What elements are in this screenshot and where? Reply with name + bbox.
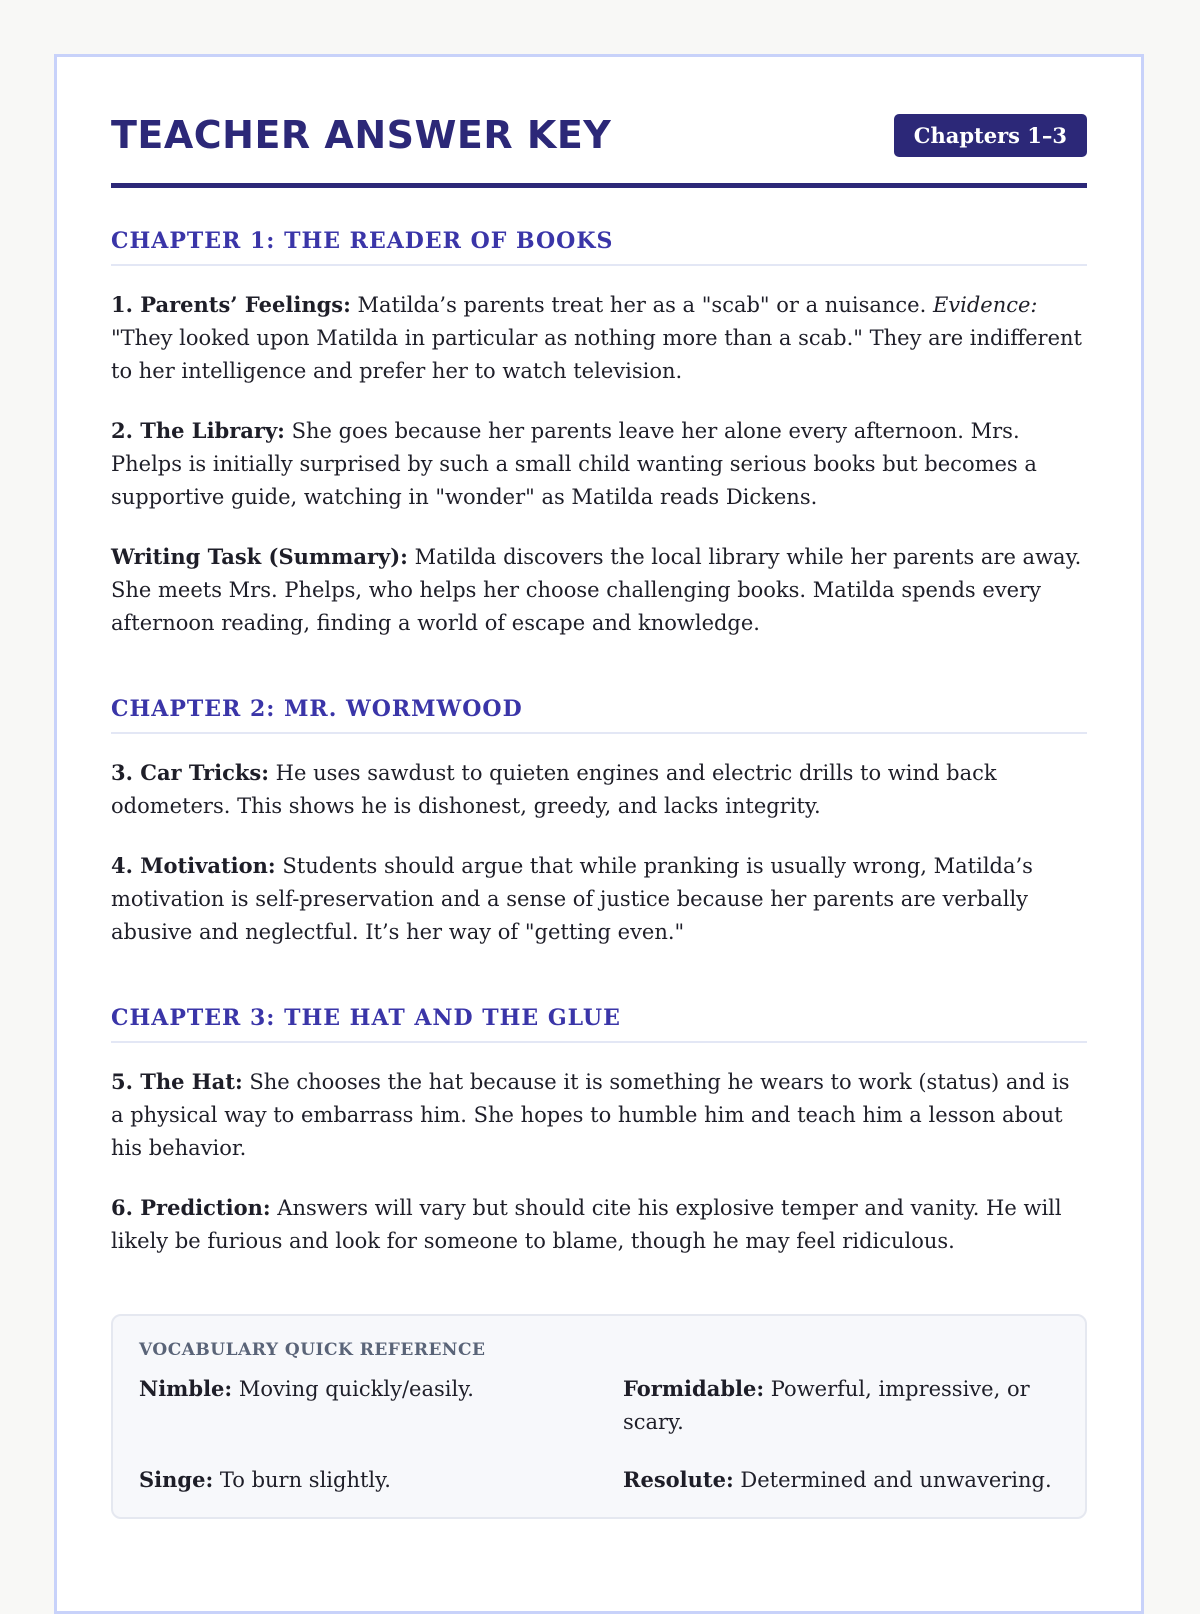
evidence-label: Evidence: xyxy=(932,293,1038,317)
answer-text: She goes because her parents leave her alone every afternoon. Mrs. Phelps is initially surprised by such a small child wanting serious books but becomes a supportive guide, watching in "wonder" as Matilda reads Dickens. xyxy=(111,419,1037,509)
section-heading: CHAPTER 1: THE READER OF BOOKS xyxy=(111,228,1087,266)
page-header xyxy=(111,113,1087,188)
vocabulary-definition: Powerful, impressive, or scary. xyxy=(623,1377,1030,1434)
answer-text: "They looked upon Matilda in particular as nothing more than a scab." They are indifferent to her intelligence and prefer her to watch television. xyxy=(111,326,1082,383)
vocabulary-item xyxy=(623,1463,1059,1497)
answer-label: 4. Motivation: xyxy=(111,853,276,878)
vocabulary-item xyxy=(623,1372,1059,1439)
answer-text: Matilda discovers the local library while her parents are away. She meets Mrs. Phelps, who helps her choose challenging books. Matilda spends every afternoon reading, finding a world of escape and knowledge. xyxy=(111,545,1082,635)
answer-text: Matilda’s parents treat her as a "scab" or a nuisance. xyxy=(350,293,933,317)
answer-label: 2. The Library: xyxy=(111,418,285,443)
vocabulary-heading: VOCABULARY QUICK REFERENCE xyxy=(139,1340,486,1360)
answer-label: 3. Car Tricks: xyxy=(111,760,269,785)
vocabulary-term: Nimble: xyxy=(139,1376,233,1401)
vocabulary-term: Singe: xyxy=(139,1467,214,1492)
answer-item xyxy=(111,1191,1087,1258)
answer-text: He uses sawdust to quieten engines and electric drills to wind back odometers. This shows he is dishonest, greedy, and lacks integrity. xyxy=(111,761,997,818)
answer-item xyxy=(111,756,1087,823)
section-heading: CHAPTER 2: MR. WORMWOOD xyxy=(111,696,1087,734)
chapter-3-section xyxy=(111,1005,1087,1258)
answer-item xyxy=(111,414,1087,514)
vocabulary-definition: To burn slightly. xyxy=(213,1468,391,1492)
chapters-badge: Chapters 1–3 xyxy=(894,114,1087,157)
answer-text: She chooses the hat because it is something he wears to work (status) and is a physical way to embarrass him. She hopes to humble him and teach him a lesson about his behavior. xyxy=(111,1070,1070,1160)
answer-label: Writing Task (Summary): xyxy=(111,544,408,569)
answer-item xyxy=(111,540,1087,640)
vocabulary-definition: Moving quickly/easily. xyxy=(232,1377,474,1401)
answer-item xyxy=(111,288,1087,388)
answer-item xyxy=(111,849,1087,949)
vocabulary-grid xyxy=(139,1372,1059,1497)
chapter-2-section xyxy=(111,696,1087,949)
answer-key-sheet xyxy=(54,54,1144,1614)
page-title: TEACHER ANSWER KEY xyxy=(111,113,612,157)
vocabulary-item xyxy=(139,1372,575,1439)
vocabulary-box xyxy=(111,1314,1087,1519)
answer-text: Answers will vary but should cite his explosive temper and vanity. He will likely be furious and look for someone to blame, though he may feel ridiculous. xyxy=(111,1196,1062,1253)
vocabulary-item xyxy=(139,1463,575,1497)
answer-label: 5. The Hat: xyxy=(111,1069,243,1094)
answer-label: 6. Prediction: xyxy=(111,1195,271,1220)
vocabulary-term: Formidable: xyxy=(623,1376,765,1401)
section-heading: CHAPTER 3: THE HAT AND THE GLUE xyxy=(111,1005,1087,1043)
vocabulary-definition: Determined and unwavering. xyxy=(733,1468,1052,1492)
answer-label: 1. Parents’ Feelings: xyxy=(111,292,351,317)
answer-text: Students should argue that while pranking is usually wrong, Matilda’s motivation is self-preservation and a sense of justice because her parents are verbally abusive and neglectful. It’s her way of "getting even." xyxy=(111,854,1033,944)
vocabulary-term: Resolute: xyxy=(623,1467,734,1492)
chapter-1-section xyxy=(111,228,1087,640)
answer-item xyxy=(111,1065,1087,1165)
